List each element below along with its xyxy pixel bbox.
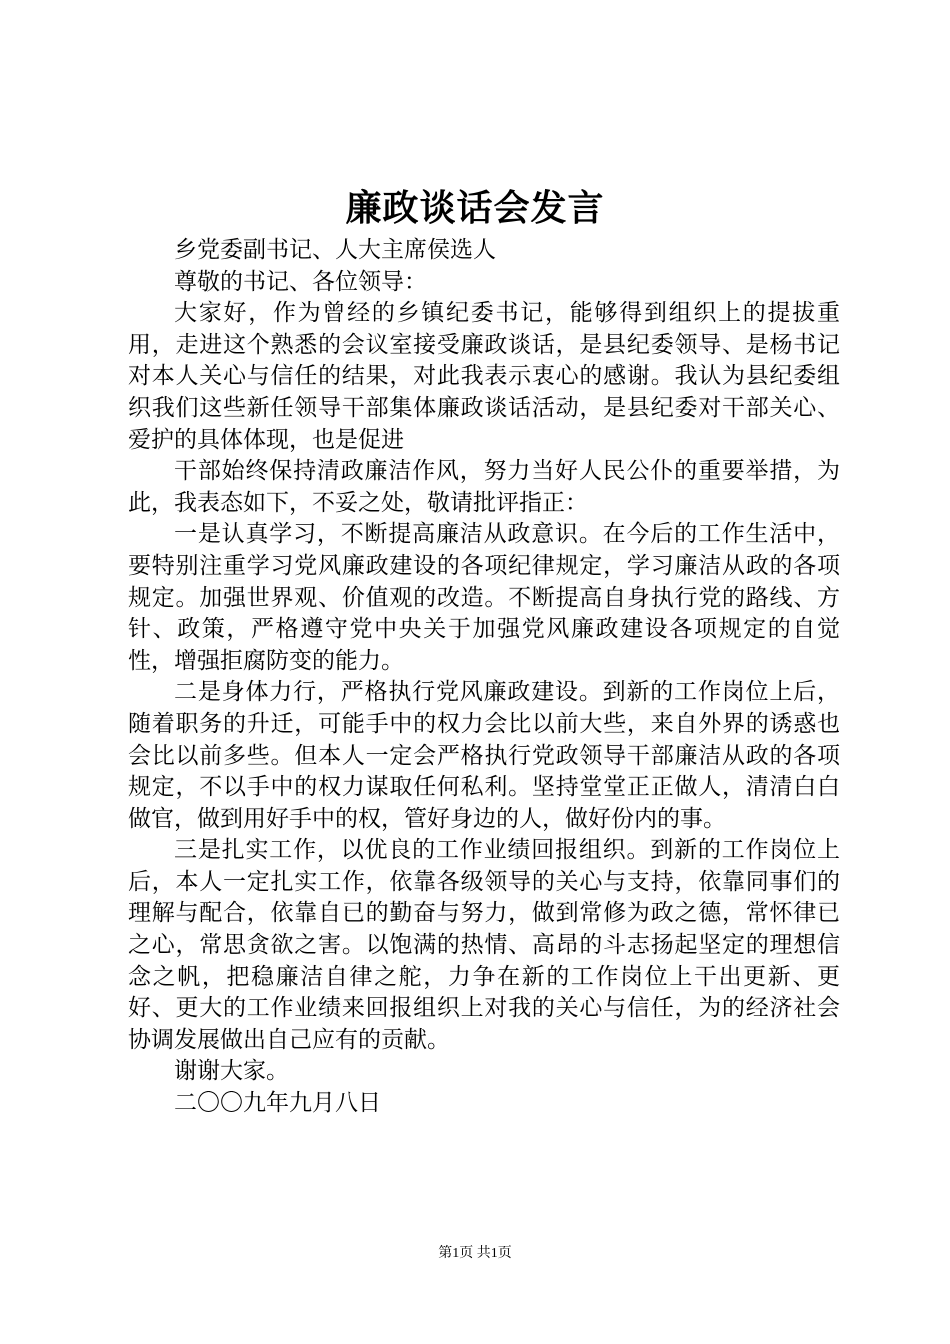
paragraph-date: 二〇〇九年九月八日 <box>174 1090 381 1117</box>
paragraph-addressee-role: 乡党委副书记、人大主席侯选人 <box>174 237 496 263</box>
paragraph-point-two: 二是身体力行，严格执行党风廉政建设。到新的工作岗位上后，随着职务的升迁，可能手中的权力会比以前大些，来自外界的诱惑也会比以前多些。但本人一定会严格执行党政领导干部廉洁从政的各项规定，不以手中的权力谋取任何私利。坚持堂堂正正做人，清清白白做官，做到用好手中的权，管好身边的人，做好份内的事。 <box>128 679 840 832</box>
paragraph-thanks: 谢谢大家。 <box>174 1058 289 1085</box>
paragraph-point-three: 三是扎实工作，以优良的工作业绩回报组织。到新的工作岗位上后，本人一定扎实工作，依靠各级领导的关心与支持，依靠同事们的理解与配合，依靠自已的勤奋与努力，做到常修为政之德，常怀律已之心，常思贪欲之害。以饱满的热情、高昂的斗志扬起坚定的理想信念之帆，把稳廉洁自律之舵，力争在新的工作岗位上干出更新、更好、更大的工作业绩来回报组织上对我的关心与信任，为的经济社会协调发展做出自己应有的贡献。 <box>128 837 840 1053</box>
paragraph-point-one: 一是认真学习，不断提高廉洁从政意识。在今后的工作生活中，要特别注重学习党风廉政建设的各项纪律规定，学习廉洁从政的各项规定。加强世界观、价值观的改造。不断提高自身执行党的路线、方针、政策，严格遵守党中央关于加强党风廉政建设各项规定的自觉性，增强拒腐防变的能力。 <box>128 521 840 674</box>
paragraph-salutation: 尊敬的书记、各位领导： <box>174 268 427 295</box>
paragraph-pledge-lead: 干部始终保持清政廉洁作风，努力当好人民公仆的重要举措，为此，我表态如下，不妥之处，敬请批评指正： <box>128 458 840 516</box>
document-body <box>128 235 840 1120</box>
paragraph-intro: 大家好，作为曾经的乡镇纪委书记，能够得到组织上的提拔重用，走进这个熟悉的会议室接受廉政谈话，是县纪委领导、是杨书记对本人关心与信任的结果，对此我表示衷心的感谢。我认为县纪委组织我们这些新任领导干部集体廉政谈话活动，是县纪委对干部关心、爱护的具体体现，也是促进 <box>128 300 840 453</box>
page-footer: 第1页 共1页 <box>438 1246 512 1261</box>
document-title: 廉政谈话会发言 <box>345 187 605 229</box>
